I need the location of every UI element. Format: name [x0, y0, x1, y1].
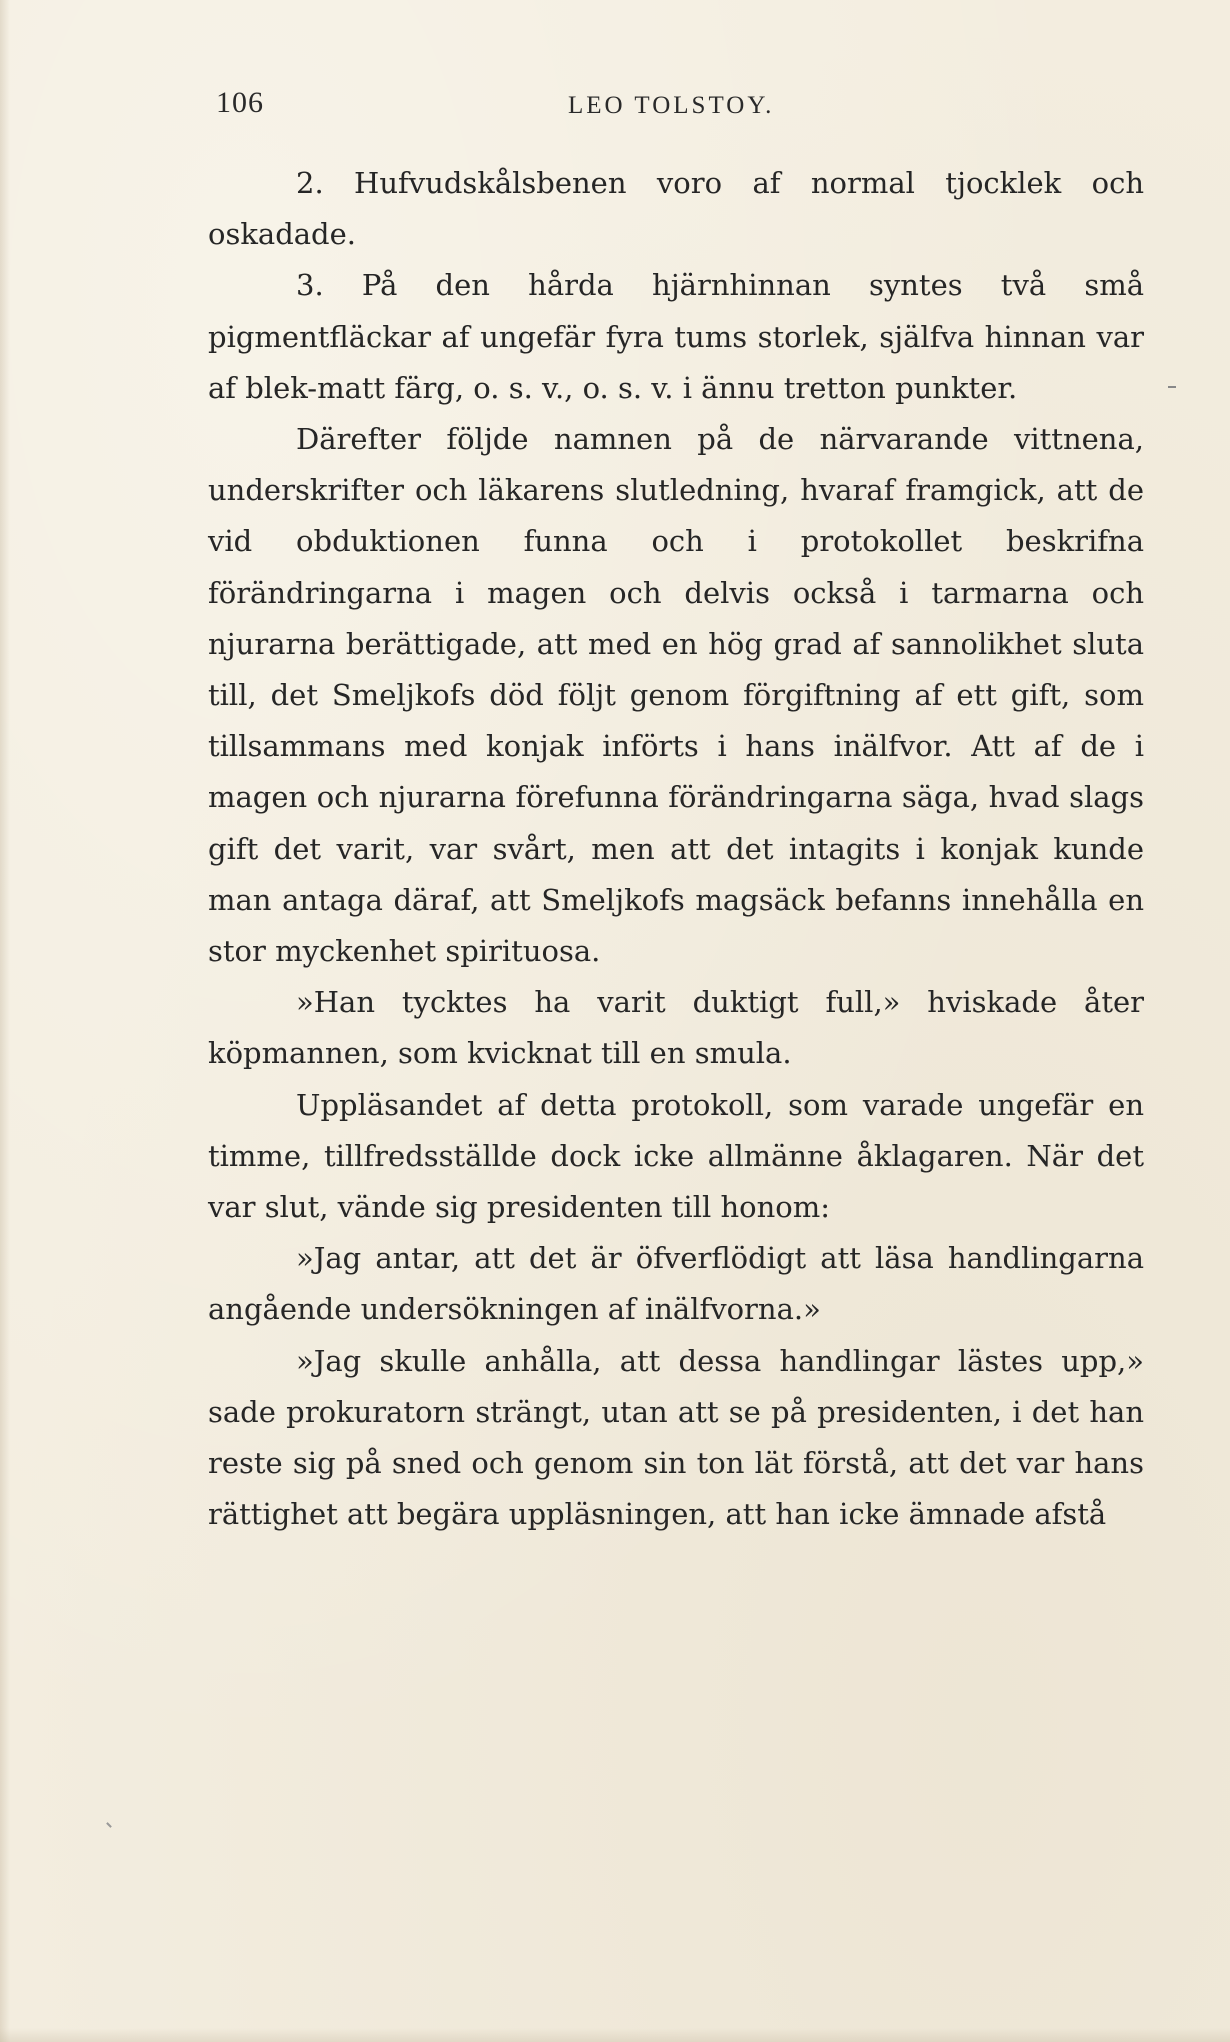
margin-tick: [106, 1822, 112, 1828]
paragraph-4: »Han tycktes ha varit duktigt full,» hviskade åter köpmannen, som kvicknat till en smula.: [208, 985, 1144, 1071]
page-number: 106: [216, 86, 264, 119]
margin-mark: [1168, 386, 1176, 388]
paragraph-5: Uppläsandet af detta protokoll, som varade ungefär en timme, tillfredsställde dock icke allmänne åklagaren. När det var slut, vände sig presidenten till honom:: [208, 1087, 1144, 1225]
paragraph-7: »Jag skulle anhålla, att dessa handlingar lästes upp,» sade prokuratorn strängt, utan att se på presidenten, i det han reste sig på sned och genom sin ton lät förstå, att det var hans rättighet att begära uppläsningen, att han icke ämnade afstå: [208, 1343, 1144, 1532]
body-text: [208, 158, 1144, 1540]
running-head: [216, 86, 1096, 126]
paragraph-6: »Jag antar, att det är öfverflödigt att läsa handlingarna angående undersökningen af inälfvorna.»: [208, 1241, 1144, 1327]
page-bottom-shadow: [0, 2028, 1230, 2042]
page-edge-shadow: [0, 0, 10, 2042]
paragraph-2: 3. På den hårda hjärnhinnan syntes två små pigmentfläckar af ungefär fyra tums storlek, själfva hinnan var af blek-matt färg, o. s. v., o. s. v. i ännu tretton punkter.: [208, 268, 1144, 405]
paragraph-3: Därefter följde namnen på de närvarande vittnena, underskrifter och läkarens slutledning, hvaraf framgick, att de vid obduktionen funna och i protokollet beskrifna förändringarna i magen och delvis också i tarmarna och njurarna berättigade, att med en hög grad af sannolikhet sluta till, det Smeljkofs död följt genom förgiftning af ett gift, som tillsammans med konjak införts i hans inälfvor. Att af de i magen och njurarna förefunna förändringarna säga, hvad slags gift det varit, var svårt, men att det intagits i konjak kunde man antaga däraf, att Smeljkofs magsäck befanns innehålla en stor myckenhet spirituosa.: [208, 422, 1144, 969]
paragraph-1: 2. Hufvudskålsbenen voro af normal tjocklek och oskadade.: [208, 166, 1144, 252]
running-title: LEO TOLSTOY.: [568, 92, 775, 119]
